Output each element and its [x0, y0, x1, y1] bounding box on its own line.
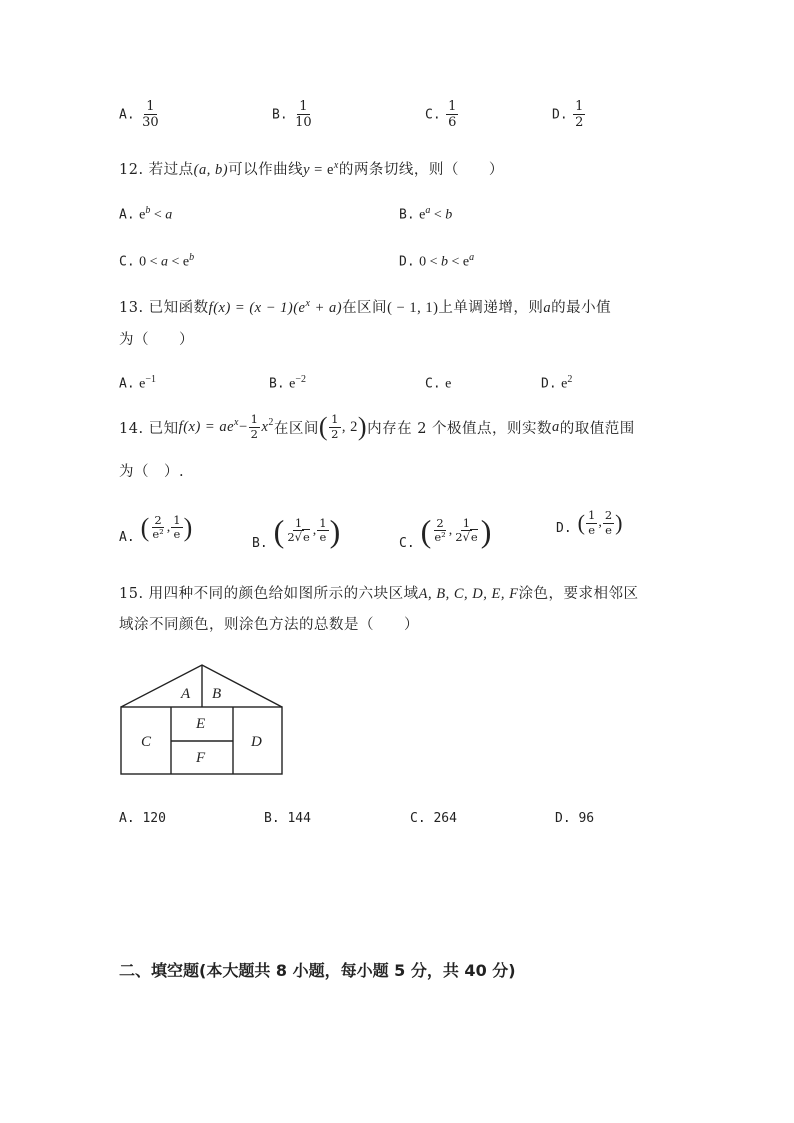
- fraction: $\frac{2}{\text{e²}}$: [434, 515, 446, 544]
- q12-option-a: A. $e^b < a$: [119, 205, 173, 223]
- fraction: $\frac{1}{e}$: [173, 512, 181, 541]
- fraction: $\frac{1}{2}$: [250, 412, 259, 441]
- fraction: $\frac{1}{2√e}$: [455, 515, 478, 544]
- q14-option-d: D. ( $\frac{1}{e}$ , $\frac{2}{e}$ ): [556, 508, 623, 537]
- q12-stem: 12. 若过点(a, b)可以作曲线$y = e^x$的两条切线，则（ ）: [119, 160, 504, 178]
- q14-option-c: C. ( $\frac{2}{\text{e²}}$ , $\frac{1}{2√e}$ ): [399, 512, 492, 551]
- option-label: A.: [119, 107, 135, 123]
- fraction: $\frac{2}{\text{e²}}$: [152, 512, 164, 541]
- q13-stem-line2: 为（ ）: [119, 332, 194, 348]
- fraction: $\frac{1}{30}$: [142, 99, 159, 130]
- q12-option-d: D. $0 < b < e^a$: [399, 252, 475, 270]
- region-label-a: A: [181, 686, 191, 702]
- region-label-f: F: [196, 750, 206, 766]
- region-label-c: C: [141, 734, 152, 750]
- function: f(x) = (x − 1)(e: [208, 300, 306, 316]
- region-list: A, B, C, D, E, F: [418, 586, 519, 602]
- q14-option-a: A. ( $\frac{2}{\text{e²}}$ , $\frac{1}{e}$ ): [119, 512, 193, 545]
- region-label-b: B: [212, 686, 222, 702]
- q13-option-c: C. e: [425, 376, 452, 392]
- fraction: $\frac{1}{10}$: [295, 99, 312, 130]
- q15-stem-line2: 域涂不同颜色，则涂色方法的总数是（ ）: [119, 617, 419, 633]
- q11-option-c: [425, 100, 459, 129]
- q15-option-b: B. 144: [264, 811, 311, 826]
- q13-option-b: B. $e^{-2}$: [269, 374, 306, 392]
- q14-stem-line2: 为（ ）.: [119, 464, 185, 480]
- q13-option-d: D. $e^2$: [541, 374, 573, 392]
- point: (a, b): [193, 162, 229, 178]
- option-label: C.: [425, 107, 441, 123]
- fraction: $\frac{1}{e}$: [319, 515, 327, 544]
- region-label-e: E: [196, 716, 206, 732]
- q15-stem: 15. 用四种不同的颜色给如图所示的六块区域A, B, C, D, E, F涂色，要求相邻区: [119, 586, 639, 602]
- q13-option-a: A. $e^{-1}$: [119, 374, 156, 392]
- house-region-diagram: [118, 660, 288, 780]
- fraction: $\frac{1}{6}$: [448, 99, 457, 130]
- q11-option-b: [272, 100, 315, 129]
- section-title: 二、填空题(本大题共 8 小题，每小题 5 分，共 40 分): [119, 961, 516, 980]
- q14-stem: 14. 已知 f(x) = ae $^x$ − $\frac{1}{2}$ x $^2$ 在区间 ( $\frac{1}{2}$ , 2 ) 内存在 2 个极值点，则实数 a 的取值范围: [119, 412, 635, 441]
- region-label-d: D: [251, 734, 262, 750]
- q11-option-a: [119, 100, 162, 129]
- q15-option-d: D. 96: [555, 811, 595, 826]
- function: f(x) = ae: [178, 418, 235, 435]
- q12-option-c: C. $0 < a < e^b$: [119, 252, 195, 270]
- q12-option-b: B. $e^a < b$: [399, 205, 453, 223]
- fraction: $\frac{1}{2}$: [575, 99, 584, 130]
- fraction: $\frac{1}{2√e}$: [287, 515, 310, 544]
- q13-stem: 13. 已知函数$f(x) = (x - 1)(e^x + a)$在区间( − 1, 1)上单调递增，则a的最小值: [119, 298, 612, 316]
- q14-option-b: B. ( $\frac{1}{2√e}$ , $\frac{1}{e}$ ): [252, 512, 341, 551]
- option-label: B.: [272, 107, 288, 123]
- fraction: $\frac{1}{2}$: [331, 412, 339, 441]
- interval: ( − 1, 1): [387, 300, 439, 316]
- q11-option-d: [552, 100, 586, 129]
- fraction: $\frac{1}{e}$: [587, 508, 596, 537]
- fraction: $\frac{2}{e}$: [604, 508, 613, 537]
- q15-option-a: A. 120: [119, 811, 166, 826]
- q15-option-c: C. 264: [410, 811, 457, 826]
- option-label: D.: [552, 107, 568, 123]
